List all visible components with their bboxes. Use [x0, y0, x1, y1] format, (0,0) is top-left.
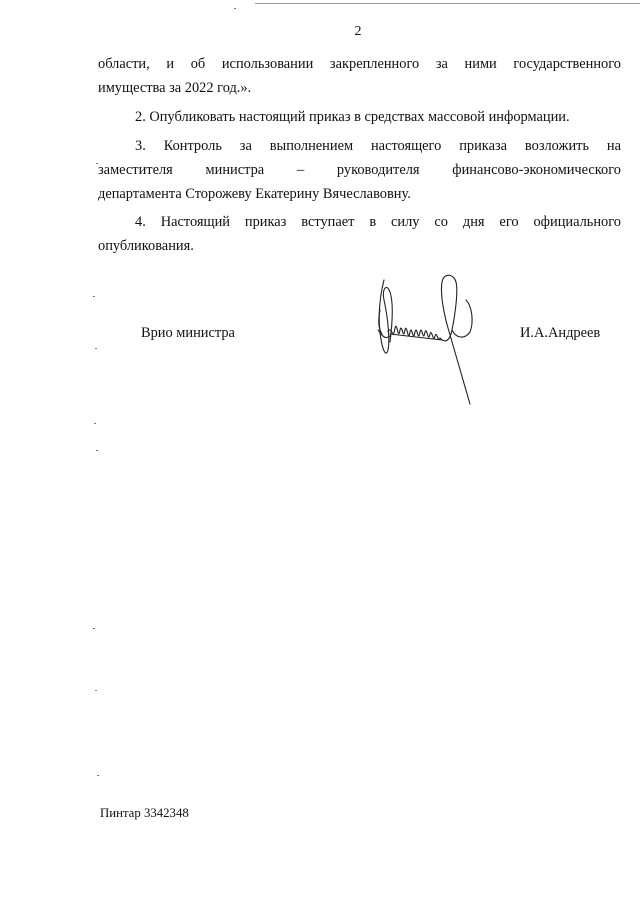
scan-speck: [97, 775, 99, 776]
text-line: 3. Контроль за выполнением настоящего приказа возложить на: [135, 138, 621, 154]
text-line: департамента Сторожеву Екатерину Вячеславовну.: [98, 186, 411, 202]
scan-speck: [96, 450, 98, 451]
text-line: имущества за 2022 год.».: [98, 80, 252, 96]
paragraph-item-3: [98, 134, 621, 206]
signatory-name: И.А.Андреев: [520, 325, 601, 341]
text-line: области, и об использовании закрепленного за ними государственного: [98, 56, 621, 72]
text-line: 4. Настоящий приказ вступает в силу со дня его официального: [135, 214, 621, 230]
scan-speck: [95, 348, 97, 349]
paragraph-item-4: [98, 210, 621, 258]
paragraph-item-2: [98, 105, 621, 129]
text-line: заместителя министра – руководителя финансово-экономического: [98, 162, 621, 178]
document-footer-code: Пинтар 3342348: [100, 806, 189, 820]
text-line: 2. Опубликовать настоящий приказ в средствах массовой информации.: [135, 109, 570, 125]
scan-speck: [93, 628, 95, 629]
scan-speck: [95, 690, 97, 691]
scan-top-edge-line: [255, 3, 640, 4]
handwritten-signature: [360, 270, 490, 410]
paragraph-continuation: [98, 52, 621, 100]
scan-speck: [234, 8, 236, 9]
page-number: 2: [354, 24, 362, 39]
scan-speck: [96, 163, 98, 164]
signatory-role: Врио министра: [141, 325, 235, 341]
scan-speck: [93, 296, 95, 297]
text-line: опубликования.: [98, 238, 194, 254]
scan-speck: [94, 423, 96, 424]
